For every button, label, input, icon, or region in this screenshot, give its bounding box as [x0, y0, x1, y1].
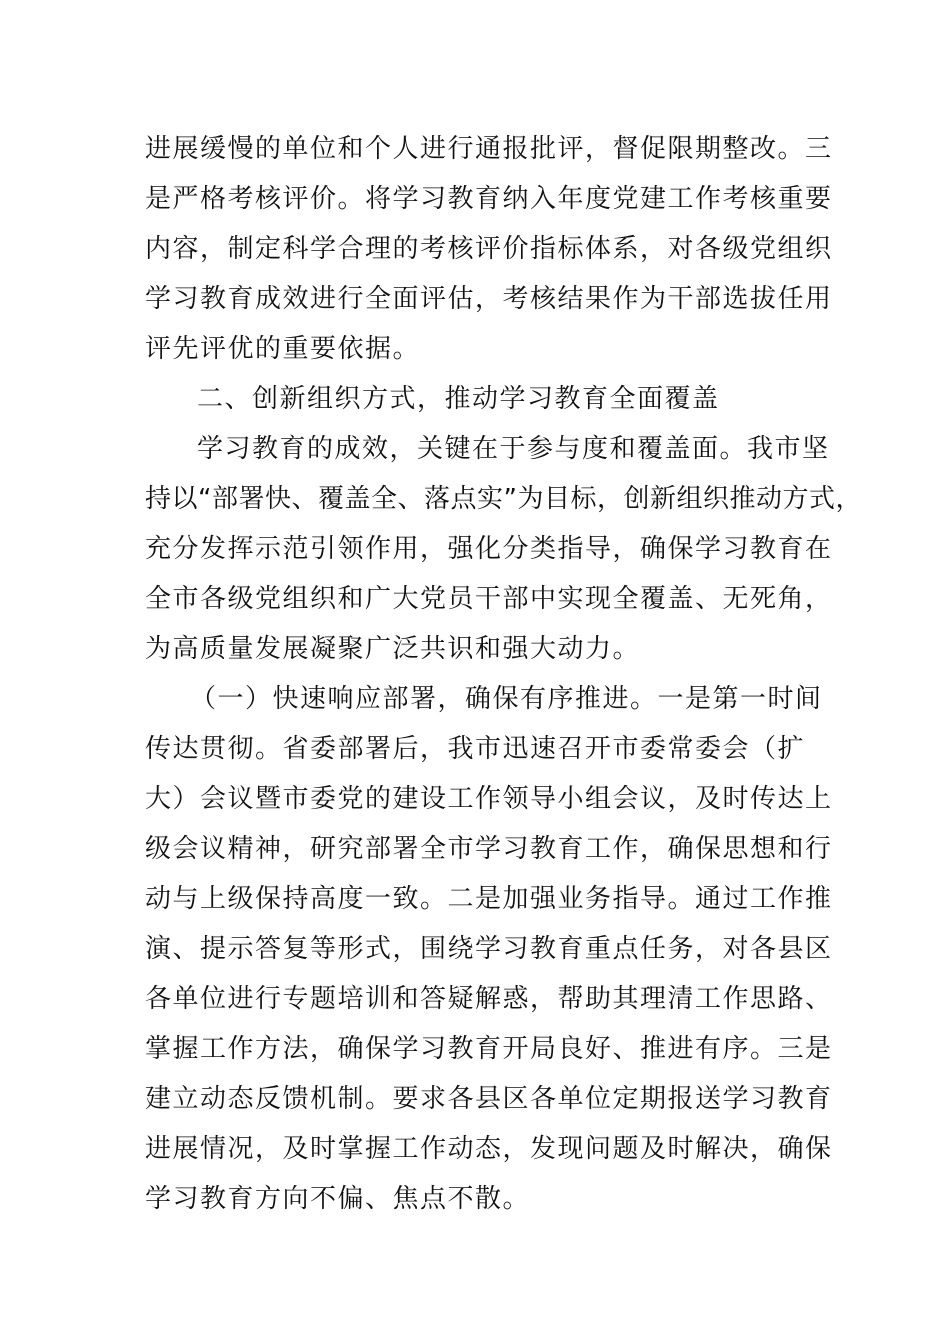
text-line: 为高质量发展凝聚广泛共识和强大动力。 [145, 634, 641, 664]
text-line: 动与上级保持高度一致。二是加强业务指导。通过工作推 [145, 884, 833, 914]
text-line: 全市各级党组织和广大党员干部中实现全覆盖、无死角， [145, 584, 833, 614]
text-line: 掌握工作方法，确保学习教育开局良好、推进有序。三是 [145, 1034, 833, 1064]
text-line: 学习教育成效进行全面评估，考核结果作为干部选拔任用 [145, 284, 833, 314]
text-line: 建立动态反馈机制。要求各县区各单位定期报送学习教育 [145, 1084, 833, 1114]
text-line: 演、提示答复等形式，围绕学习教育重点任务，对各县区 [145, 934, 833, 964]
section-heading: 二、创新组织方式，推动学习教育全面覆盖 [197, 384, 720, 414]
text-line: 进展缓慢的单位和个人进行通报批评，督促限期整改。三 [145, 134, 833, 164]
text-line: 内容，制定科学合理的考核评价指标体系，对各级党组织 [145, 234, 833, 264]
text-line: 充分发挥示范引领作用，强化分类指导，确保学习教育在 [145, 534, 833, 564]
text-line: 大）会议暨市委党的建设工作领导小组会议，及时传达上 [145, 784, 833, 814]
text-line: 持以“部署快、覆盖全、落点实”为目标，创新组织推动方式， [145, 484, 862, 514]
text-line: 级会议精神，研究部署全市学习教育工作，确保思想和行 [145, 834, 833, 864]
text-line: 学习教育方向不偏、焦点不散。 [145, 1184, 531, 1214]
text-line: 各单位进行专题培训和答疑解惑，帮助其理清工作思路、 [145, 984, 833, 1014]
text-line: 评先评优的重要依据。 [145, 334, 421, 364]
text-line: 进展情况，及时掌握工作动态，发现问题及时解决，确保 [145, 1134, 833, 1164]
text-line: 学习教育的成效，关键在于参与度和覆盖面。我市坚 [197, 434, 830, 464]
text-line: 是严格考核评价。将学习教育纳入年度党建工作考核重要 [145, 184, 833, 214]
text-line: 传达贯彻。省委部署后，我市迅速召开市委常委会（扩 [145, 734, 806, 764]
subsection-line: （一）快速响应部署，确保有序推进。一是第一时间 [190, 684, 823, 714]
